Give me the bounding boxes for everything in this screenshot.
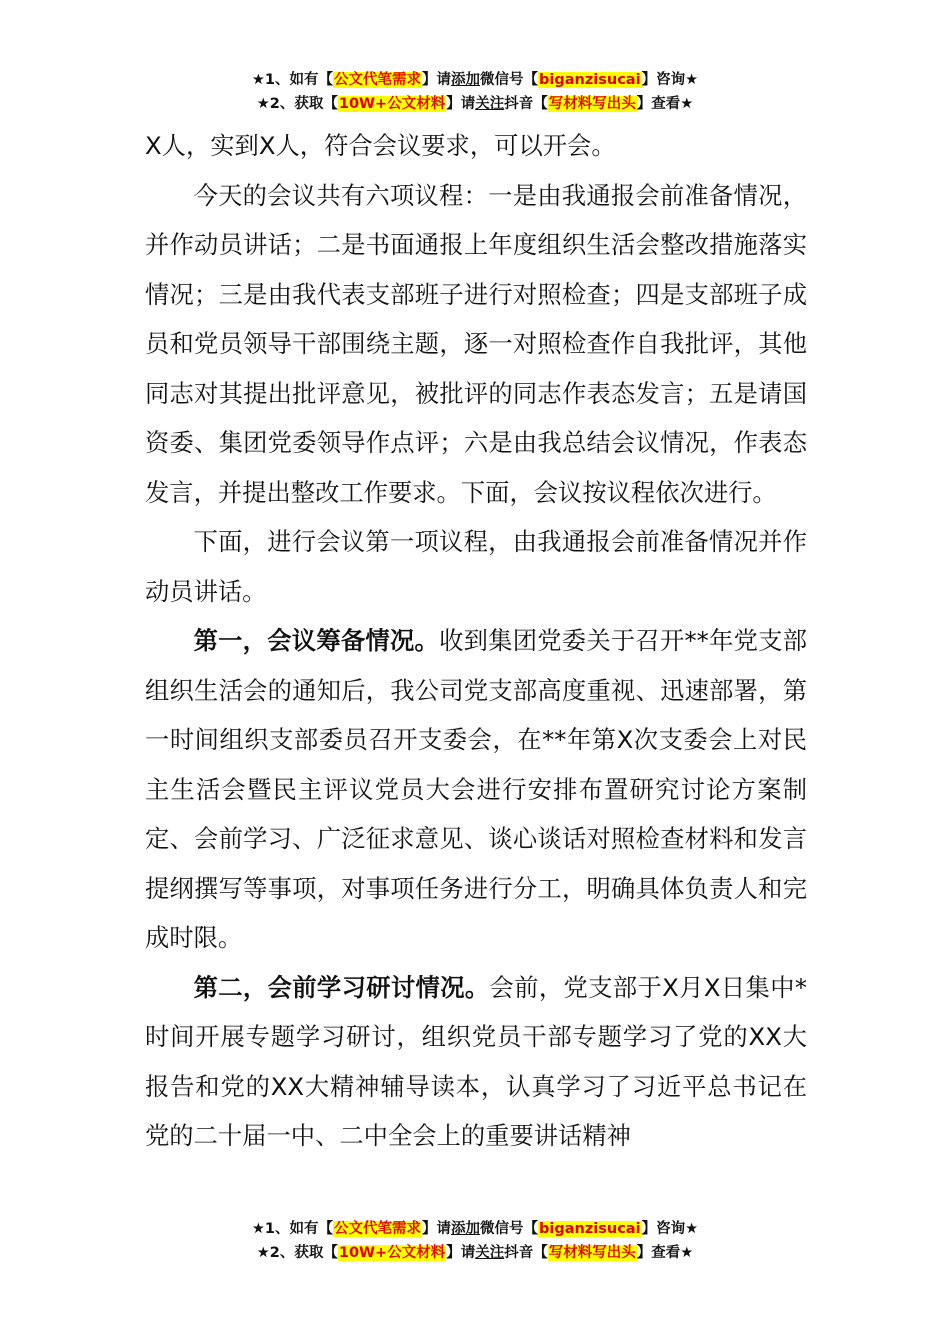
paragraph-text: X人，实到X人，符合会议要求，可以开会。 bbox=[145, 131, 616, 160]
banner-text: ★1、如有【 bbox=[251, 1221, 334, 1237]
banner-text: 微信号【 bbox=[480, 72, 539, 88]
banner-text: 微信号【 bbox=[480, 1221, 539, 1237]
paragraph bbox=[145, 171, 807, 518]
paragraph bbox=[145, 121, 807, 171]
paragraph bbox=[145, 616, 807, 963]
banner-text: 】查看★ bbox=[636, 1245, 694, 1261]
banner-highlight: biganzisucai bbox=[539, 72, 641, 88]
banner-underlined: 关注 bbox=[475, 96, 505, 112]
banner-text: 】咨询★ bbox=[641, 1221, 699, 1237]
paragraph-text: 收到集团党委关于召开**年党支部组织生活会的通知后，我公司党支部高度重视、迅速部署，第一时间组织支部委员召开支委会，在**年第X次支委会上对民主生活会暨民主评议党员大会进行安排布置研究讨论方案制定、会前学习、广泛征求意见、谈心谈话对照检查材料和发言提纲撰写等事项，对事项任务进行分工，明确具体负责人和完成时限。 bbox=[145, 626, 808, 952]
paragraph-text: 下面，进行会议第一项议程，由我通报会前准备情况并作动员讲话。 bbox=[145, 527, 807, 606]
banner-text: 】查看★ bbox=[636, 96, 694, 112]
banner-text: 】请 bbox=[446, 1245, 476, 1261]
banner-text: ★1、如有【 bbox=[251, 72, 334, 88]
banner-text: 】请 bbox=[422, 72, 452, 88]
banner-highlight: 公文代笔需求 bbox=[334, 72, 422, 88]
banner-underlined: 添加 bbox=[451, 72, 481, 88]
banner-text: 】请 bbox=[446, 96, 476, 112]
banner-text: 】咨询★ bbox=[641, 72, 699, 88]
banner-text: 抖音【 bbox=[504, 1245, 548, 1261]
bottom-banner bbox=[0, 1217, 950, 1265]
banner-underlined: 添加 bbox=[451, 1221, 481, 1237]
banner-highlight: 写材料写出头 bbox=[548, 1245, 636, 1261]
paragraph bbox=[145, 517, 807, 616]
banner-line-1 bbox=[0, 68, 950, 92]
banner-text: ★2、获取【 bbox=[256, 96, 338, 112]
banner-line-1 bbox=[0, 1217, 950, 1241]
banner-text: 】请 bbox=[422, 1221, 452, 1237]
banner-text: ★2、获取【 bbox=[256, 1245, 338, 1261]
banner-line-2 bbox=[0, 92, 950, 116]
banner-line-2 bbox=[0, 1241, 950, 1265]
banner-text: 抖音【 bbox=[504, 96, 548, 112]
banner-highlight: biganzisucai bbox=[539, 1221, 641, 1237]
banner-highlight: 10W+公文材料 bbox=[338, 96, 446, 112]
paragraph-lead: 第二，会前学习研讨情况。 bbox=[193, 972, 490, 1002]
top-banner bbox=[0, 68, 950, 116]
paragraph-text: 今天的会议共有六项议程：一是由我通报会前准备情况，并作动员讲话；二是书面通报上年度组织生活会整改措施落实情况；三是由我代表支部班子进行对照检查；四是支部班子成员和党员领导干部围绕主题，逐一对照检查作自我批评，其他同志对其提出批评意见，被批评的同志作表态发言；五是请国资委、集团党委领导作点评；六是由我总结会议情况，作表态发言，并提出整改工作要求。下面，会议按议程依次进行。 bbox=[145, 180, 807, 507]
banner-highlight: 写材料写出头 bbox=[548, 96, 636, 112]
document-body bbox=[145, 121, 807, 1161]
banner-highlight: 10W+公文材料 bbox=[338, 1245, 446, 1261]
paragraph-lead: 第一，会议筹备情况。 bbox=[193, 626, 440, 655]
paragraph bbox=[145, 963, 807, 1161]
banner-underlined: 关注 bbox=[475, 1245, 505, 1261]
banner-highlight: 公文代笔需求 bbox=[334, 1221, 422, 1237]
paragraph-text: 会前，党支部于X月X日集中*时间开展专题学习研讨，组织党员干部专题学习了党的XX大报告和党的XX大精神辅导读本，认真学习了习近平总书记在党的二十届一中、二中全会上的重要讲话精神 bbox=[145, 972, 808, 1150]
